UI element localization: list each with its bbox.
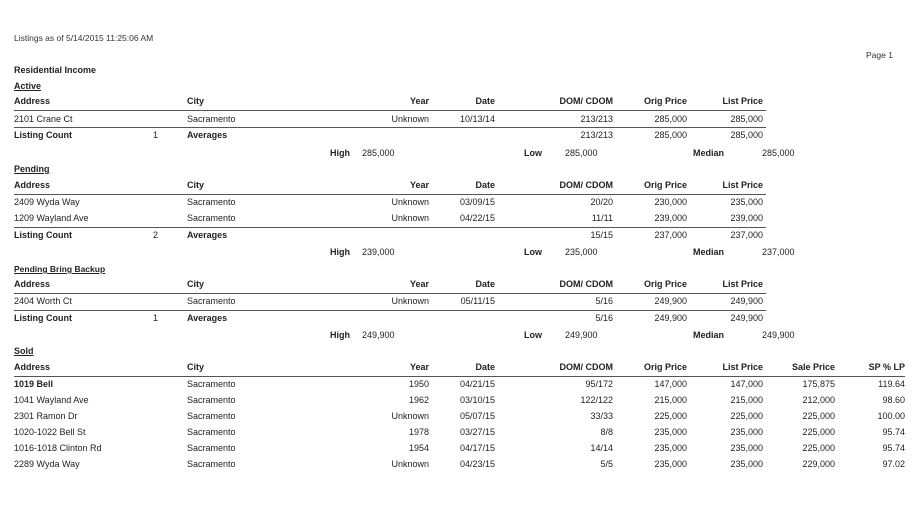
col-year: Year [409,180,429,190]
cell-dom: 11/11 [591,213,613,223]
table-row [0,197,913,210]
cell-orig-price: 239,000 [654,213,687,223]
cell-year: 1950 [408,379,429,389]
divider [14,110,766,111]
col-city: City [187,96,205,106]
cell-sale-price: 175,875 [802,379,835,389]
cell-sp-lp: 95.74 [882,427,905,437]
divider [14,194,766,195]
divider [14,293,766,294]
cell-dom: 5/5 [600,459,613,469]
table-header-pending [0,180,913,193]
report-title: Residential Income [14,65,97,75]
cell-city: Sacramento [187,197,236,207]
cell-year: 1954 [408,443,429,453]
cell-orig-price: 249,900 [654,296,687,306]
col-address: Address [14,96,51,106]
cell-orig-price: 235,000 [654,459,687,469]
cell-sp-lp: 97.02 [882,459,905,469]
cell-address: 1016-1018 Clinton Rd [14,443,102,453]
col-sp-lp: SP % LP [868,362,905,372]
col-sale-price: Sale Price [791,362,835,372]
cell-city: Sacramento [187,427,236,437]
median-value: 285,000 [762,148,795,158]
high-label: High [330,148,350,158]
cell-year: Unknown [391,411,429,421]
col-orig-price: Orig Price [643,362,687,372]
low-value: 249,900 [565,330,598,340]
table-row [0,443,913,456]
median-value: 237,000 [762,247,795,257]
median-label: Median [693,148,725,158]
cell-address: 2101 Crane Ct [14,114,73,124]
cell-year: 1962 [408,395,429,405]
cell-list-price: 235,000 [730,427,763,437]
avg-list-price: 237,000 [730,230,763,240]
cell-list-price: 235,000 [730,443,763,453]
cell-address: 1019 Bell [14,379,54,389]
cell-orig-price: 285,000 [654,114,687,124]
table-row [0,411,913,424]
cell-sale-price: 212,000 [802,395,835,405]
avg-list-price: 285,000 [730,130,763,140]
col-year: Year [409,96,429,106]
median-label: Median [693,330,725,340]
cell-dom: 14/14 [590,443,613,453]
cell-list-price: 147,000 [730,379,763,389]
table-header-pending-backup [0,279,913,292]
cell-date: 10/13/14 [459,114,495,124]
cell-date: 05/11/15 [460,296,495,306]
cell-address: 1041 Wayland Ave [14,395,89,405]
cell-list-price: 225,000 [730,411,763,421]
listings-timestamp: Listings as of 5/14/2015 11:25:06 AM [14,33,154,43]
table-header-sold [0,362,913,375]
cell-orig-price: 235,000 [654,443,687,453]
cell-address: 2409 Wyda Way [14,197,80,207]
cell-orig-price: 235,000 [654,427,687,437]
col-list-price: List Price [722,96,763,106]
table-row [0,459,913,472]
table-header-active [0,96,913,109]
cell-city: Sacramento [187,411,236,421]
cell-city: Sacramento [187,379,236,389]
avg-dom: 15/15 [590,230,613,240]
listing-count-value: 1 [153,130,159,140]
cell-sp-lp: 95.74 [882,443,905,453]
stats-row-active [0,148,913,161]
section-title-active: Active [14,81,42,91]
divider [14,227,766,228]
cell-dom: 5/16 [595,296,613,306]
cell-date: 03/09/15 [459,197,495,207]
cell-list-price: 215,000 [730,395,763,405]
table-row [0,296,913,309]
avg-dom: 5/16 [595,313,613,323]
cell-orig-price: 225,000 [654,411,687,421]
cell-address: 2289 Wyda Way [14,459,80,469]
cell-address: 2404 Worth Ct [14,296,72,306]
page-number: Page 1 [866,50,893,60]
col-orig-price: Orig Price [643,279,687,289]
cell-orig-price: 147,000 [654,379,687,389]
cell-address: 1020-1022 Bell St [14,427,86,437]
cell-sale-price: 229,000 [802,459,835,469]
avg-dom: 213/213 [580,130,613,140]
section-title-pending: Pending [14,164,50,174]
low-value: 285,000 [565,148,598,158]
cell-list-price: 235,000 [730,459,763,469]
table-row [0,427,913,440]
cell-year: Unknown [391,114,429,124]
cell-address: 1209 Wayland Ave [14,213,89,223]
cell-date: 04/17/15 [459,443,495,453]
section-title-sold: Sold [14,346,34,356]
table-row [0,114,913,127]
cell-dom: 20/20 [590,197,613,207]
cell-sale-price: 225,000 [802,443,835,453]
cell-list-price: 249,900 [730,296,763,306]
cell-sale-price: 225,000 [802,411,835,421]
cell-dom: 33/33 [590,411,613,421]
low-label: Low [524,330,542,340]
col-address: Address [14,180,51,190]
cell-city: Sacramento [187,296,236,306]
summary-row-active [0,130,913,143]
divider [14,310,766,311]
col-orig-price: Orig Price [643,96,687,106]
high-value: 249,900 [362,330,395,340]
cell-sp-lp: 98.60 [882,395,905,405]
averages-label: Averages [187,130,228,140]
col-year: Year [409,362,429,372]
cell-sp-lp: 119.64 [878,379,905,389]
col-city: City [187,362,205,372]
listing-count-value: 1 [153,313,159,323]
avg-orig-price: 285,000 [654,130,687,140]
high-value: 239,000 [362,247,395,257]
listing-count-value: 2 [153,230,159,240]
cell-year: Unknown [391,459,429,469]
listing-count-label: Listing Count [14,313,72,323]
cell-year: Unknown [391,213,429,223]
avg-orig-price: 249,900 [654,313,687,323]
col-year: Year [409,279,429,289]
listing-count-label: Listing Count [14,230,72,240]
cell-date: 04/22/15 [459,213,495,223]
col-list-price: List Price [722,180,763,190]
col-city: City [187,279,205,289]
cell-date: 04/23/15 [459,459,495,469]
cell-date: 04/21/15 [459,379,495,389]
col-date: Date [475,362,495,372]
avg-orig-price: 237,000 [654,230,687,240]
cell-dom: 8/8 [600,427,613,437]
col-dom: DOM/ CDOM [559,180,613,190]
cell-address: 2301 Ramon Dr [14,411,78,421]
cell-dom: 122/122 [580,395,613,405]
divider [14,127,766,128]
col-list-price: List Price [722,279,763,289]
col-dom: DOM/ CDOM [559,279,613,289]
cell-date: 03/27/15 [459,427,495,437]
table-row [0,379,913,392]
stats-row-pending-backup [0,330,913,343]
high-label: High [330,247,350,257]
divider [14,376,905,377]
cell-list-price: 285,000 [730,114,763,124]
cell-city: Sacramento [187,395,236,405]
col-date: Date [475,96,495,106]
cell-city: Sacramento [187,213,236,223]
low-value: 235,000 [565,247,598,257]
cell-sp-lp: 100.00 [877,411,905,421]
cell-year: 1978 [408,427,429,437]
col-date: Date [475,279,495,289]
table-row [0,213,913,226]
col-address: Address [14,362,51,372]
cell-year: Unknown [391,197,429,207]
median-label: Median [693,247,725,257]
cell-city: Sacramento [187,114,236,124]
col-address: Address [14,279,51,289]
section-title-pending-backup: Pending Bring Backup [14,264,106,274]
avg-list-price: 249,900 [730,313,763,323]
high-label: High [330,330,350,340]
cell-date: 05/07/15 [459,411,495,421]
cell-orig-price: 215,000 [654,395,687,405]
averages-label: Averages [187,230,228,240]
stats-row-pending [0,247,913,260]
cell-orig-price: 230,000 [654,197,687,207]
col-dom: DOM/ CDOM [559,362,613,372]
cell-sale-price: 225,000 [802,427,835,437]
summary-row-pending-backup [0,313,913,326]
table-row [0,395,913,408]
col-city: City [187,180,205,190]
cell-dom: 95/172 [585,379,613,389]
col-orig-price: Orig Price [643,180,687,190]
cell-date: 03/10/15 [459,395,495,405]
high-value: 285,000 [362,148,395,158]
listing-count-label: Listing Count [14,130,72,140]
col-list-price: List Price [722,362,763,372]
cell-city: Sacramento [187,459,236,469]
cell-list-price: 239,000 [730,213,763,223]
col-dom: DOM/ CDOM [559,96,613,106]
low-label: Low [524,247,542,257]
cell-year: Unknown [391,296,429,306]
summary-row-pending [0,230,913,243]
cell-city: Sacramento [187,443,236,453]
cell-dom: 213/213 [580,114,613,124]
cell-list-price: 235,000 [730,197,763,207]
averages-label: Averages [187,313,228,323]
median-value: 249,900 [762,330,795,340]
low-label: Low [524,148,542,158]
col-date: Date [475,180,495,190]
